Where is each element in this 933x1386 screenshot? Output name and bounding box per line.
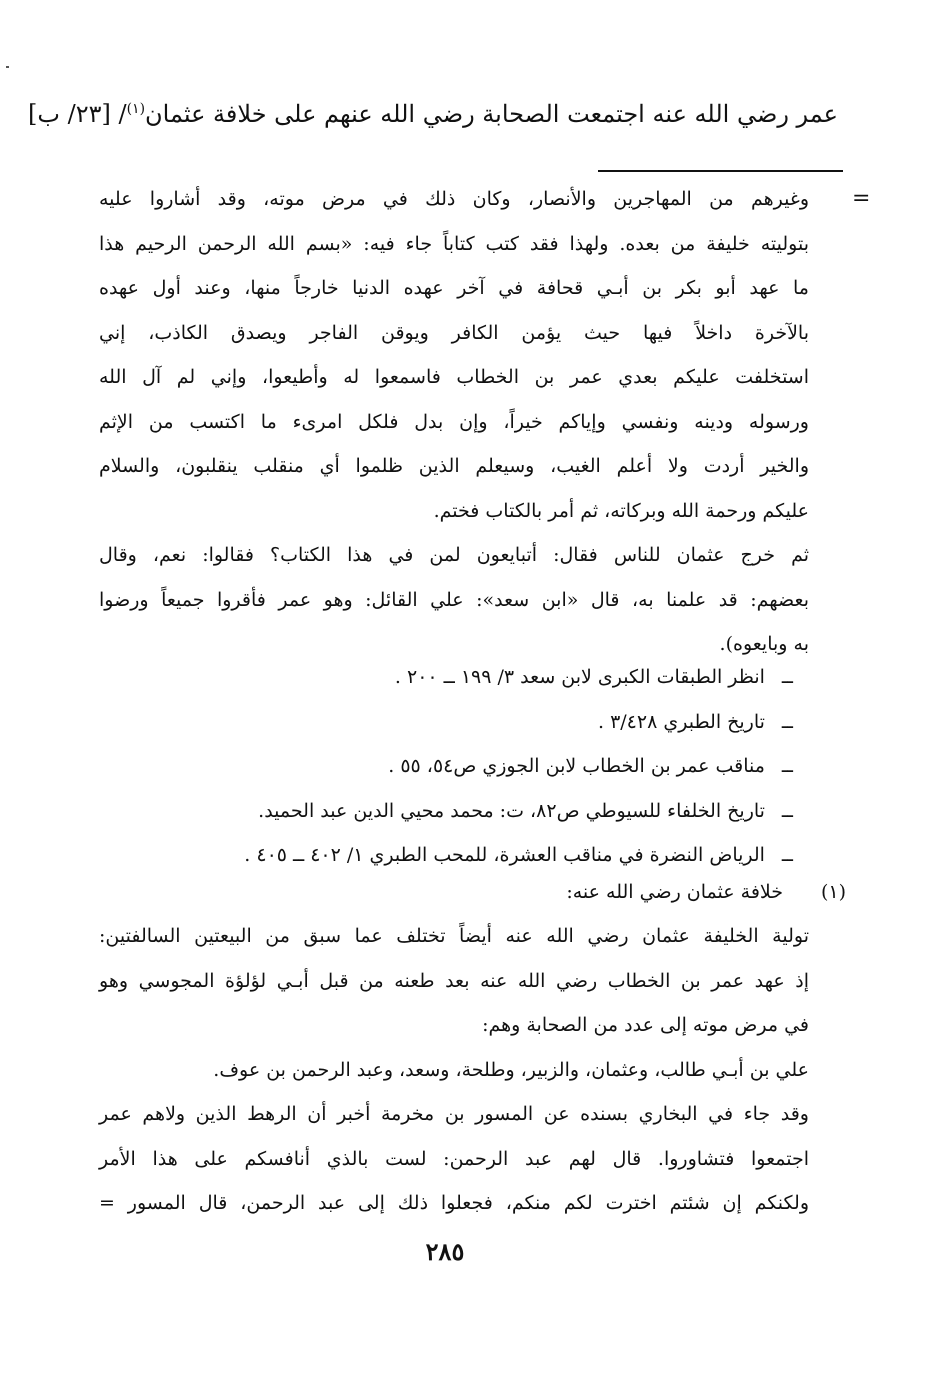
- reference-text: انظر الطبقات الكبرى لابن سعد ٣/ ١٩٩ ــ ٢٠٠ .: [394, 666, 765, 688]
- text-line: استخلفت عليكم بعدي عمر بن الخطاب فاسمعوا له وأطيعوا، وإني لم آل الله: [99, 366, 809, 388]
- reference-text: تاريخ الطبري ٣/٤٢٨ .: [597, 710, 765, 733]
- page-number: ٢٨٥: [425, 1237, 465, 1266]
- text-line: وغيرهم من المهاجرين والأنصار، وكان ذلك في مرض موته، وقد أشاروا عليه: [99, 188, 809, 210]
- text-line: بعضهم: قد علمنا به، قال «ابن سعد»: علي القائل: وهو عمر فأقروا جميعاً ورضوا: [99, 588, 809, 611]
- text-line: بتوليته خليفة من بعده. ولهذا فقد كتب كتاباً جاء فيه: «بسم الله الرحمن الرحيم هذا: [99, 232, 809, 255]
- scan-speck: [6, 66, 9, 68]
- text-line: في مرض موته إلى عدد من الصحابة وهم:: [482, 1014, 809, 1036]
- reference-dash: ــ: [781, 799, 793, 822]
- reference-item: [113, 789, 793, 834]
- reference-item: [113, 744, 793, 789]
- text-line: اجتمعوا فتشاوروا. قال لهم عبد الرحمن: لست بالذي أنافسكم على هذا الأمر: [99, 1147, 809, 1170]
- reference-dash: ــ: [781, 710, 793, 733]
- text-line: ورسوله ودينه ونفسي وإياكم خيراً، وإن بدل فلكل امرىء ما اكتسب من الإثم: [99, 410, 809, 433]
- text-line: ما عهد أبو بكر بن أبـي قحافة في آخر عهده الدنيا خارجاً منها، وعند أول عهده: [99, 277, 809, 299]
- reference-item: [113, 655, 793, 700]
- text-line: عليكم ورحمة الله وبركاته، ثم أمر بالكتاب فختم.: [433, 499, 809, 522]
- reference-item: [113, 700, 793, 745]
- reference-dash: ــ: [781, 666, 793, 688]
- footnote-separator-rule: [598, 170, 843, 172]
- footnote-1-body: [99, 914, 809, 1226]
- reference-list: [113, 655, 793, 878]
- footnote-continuation: [99, 177, 809, 667]
- continuation-mark: =: [852, 186, 871, 211]
- reference-text: الرياض النضرة في مناقب العشرة، للمحب الطبري ١/ ٤٠٢ ــ ٤٠٥ .: [244, 844, 765, 866]
- footnote-number: (١): [820, 881, 846, 903]
- reference-text: تاريخ الخلفاء للسيوطي ص٨٢، ت: محمد محيي الدين عبد الحميد.: [258, 799, 765, 822]
- text-line: علي بن أبـي طالب، وعثمان، والزبير، وطلحة، وسعد، وعبد الرحمن بن عوف.: [213, 1058, 809, 1081]
- text-line: ولكنكم إن شئتم اخترت لكم منكم، فجعلوا ذلك إلى عبد الرحمن، قال المسور =: [99, 1192, 809, 1214]
- manuscript-folio-ref: / [٢٣/ ب]: [28, 100, 127, 128]
- footnote-title: خلافة عثمان رضي الله عنه:: [566, 881, 783, 903]
- text-line: إذ عهد عمر بن الخطاب رضي الله عنه بعد طعنه من قبل أبـي لؤلؤة المجوسي وهو: [99, 969, 809, 992]
- text-line: والخير أردت ولا أعلم الغيب، وسيعلم الذين ظلموا أي منقلب ينقلبون، والسلام: [99, 455, 809, 477]
- text-line: به وبايعوه).: [719, 633, 809, 655]
- reference-dash: ــ: [781, 755, 793, 777]
- reference-dash: ــ: [781, 844, 793, 866]
- text-line: ثم خرج عثمان للناس فقال: أتبايعون لمن في هذا الكتاب؟ فقالوا: نعم، وقال: [99, 544, 809, 566]
- reference-text: مناقب عمر بن الخطاب لابن الجوزي ص٥٤، ٥٥ .: [388, 755, 765, 777]
- header-title: عمر رضي الله عنه اجتمعت الصحابة رضي الله عنهم على خلافة عثمان: [145, 100, 838, 128]
- header-footnote-marker: (١): [126, 101, 146, 117]
- text-line: وقد جاء في البخاري بسنده عن المسور بن مخرمة أخبر أن الرهط الذين ولاهم عمر: [99, 1103, 809, 1125]
- text-line: بالآخرة داخلاً فيها حيث يؤمن الكافر ويوقن الفاجر ويصدق الكاذب، إني: [99, 321, 809, 344]
- page-header: [28, 92, 838, 136]
- text-line: تولية الخليفة عثمان رضي الله عنه أيضاً تختلف عما سبق من البيعتين السالفتين:: [99, 925, 809, 947]
